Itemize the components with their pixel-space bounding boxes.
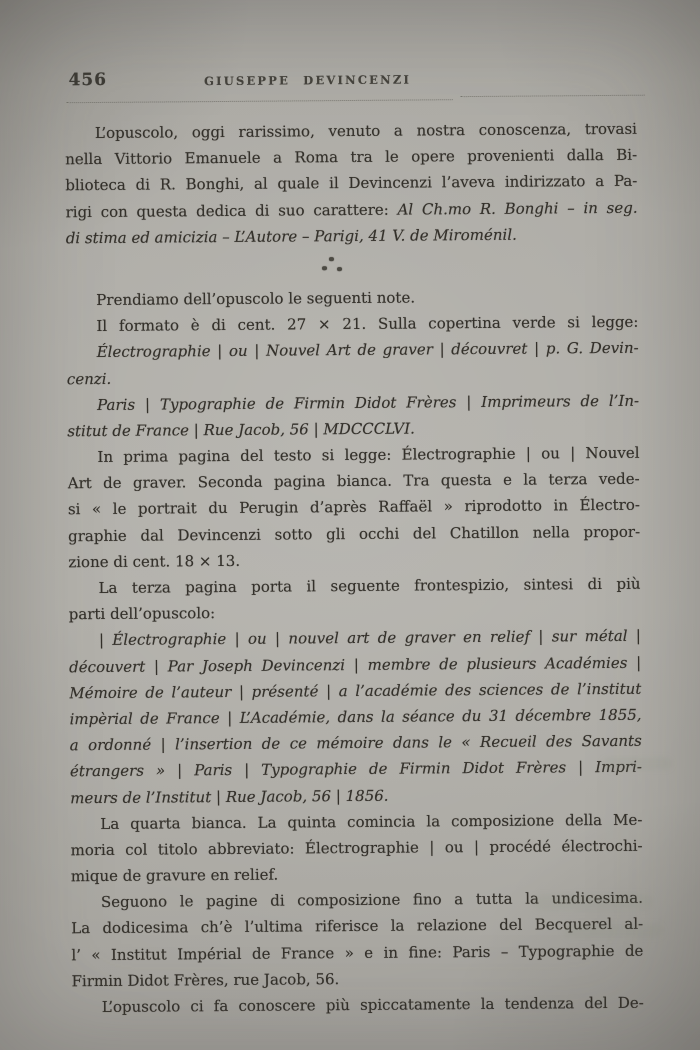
- paragraph: [71, 885, 644, 994]
- paragraph: [69, 623, 642, 811]
- text-run: moria col titolo abbreviato: Électrographie | ou | procédé électrochi-: [70, 836, 643, 860]
- italic-text-run: Électrographie | ou | Nouvel Art de graver | découvret | p. G. Devin-: [96, 339, 639, 362]
- italic-text-run: Mémoire de l’auteur | présenté | a l’académie des sciences de l’institut: [69, 679, 642, 702]
- paragraph: [72, 990, 644, 1021]
- text-run: l’ « Institut Impérial de France » e in fine: Paris – Typographie de: [71, 941, 644, 964]
- text-line: [72, 990, 644, 1021]
- header-dotted-rule-right: [461, 95, 645, 97]
- text-run: graphie dal Devincenzi sotto gli occhi del Chatillon nella propor-: [68, 522, 641, 545]
- text-run: La quarta bianca. La quinta comincia la composizione della Me-: [100, 810, 643, 833]
- asterism-dot: [337, 267, 342, 272]
- header-dotted-rule-left: [67, 99, 453, 103]
- text-run: Prendiamo dell’opuscolo le seguenti note.: [96, 288, 416, 309]
- text-line: [71, 911, 643, 942]
- italic-text-run: impèrial de France | L’Académie, dans la séance du 31 décembre 1855,: [69, 705, 642, 729]
- italic-text-run: découvert | Par Joseph Devincenzi | membre de plusieurs Académies |: [69, 653, 642, 676]
- text-run: zione di cent. 18 × 13.: [68, 551, 241, 572]
- text-line: [70, 754, 642, 785]
- text-run: blioteca di R. Bonghi, al quale il Devincenzi l’aveva indirizzato a Pa-: [65, 172, 638, 195]
- running-title: GIUSEPPE DEVINCENZI: [204, 72, 412, 89]
- italic-text-run: | Électrographie | ou | nouvel art de graver en relief | sur métal |: [98, 627, 641, 650]
- italic-text-run: Paris | Typographie de Firmin Didot Frères | Imprimeurs de l’In-: [97, 391, 640, 414]
- text-line: [71, 937, 643, 968]
- text-run: Art de graver. Seconda pagina bianca. Tra questa e la terza vede-: [67, 469, 640, 493]
- text-run: rigi con questa dedica di suo carattere:: [65, 200, 398, 221]
- text-run: Seguono le pagine di composizione fino a tutta la undicesima.: [100, 888, 644, 912]
- text-run: La dodicesima ch’è l’ultima riferisce la relazione del Becquerel al-: [71, 915, 644, 938]
- italic-text-run: Al Ch.mo R. Bonghi – in seg.: [397, 198, 638, 219]
- text-run: nella Vittorio Emanuele a Roma tra le opere provenienti dalla Bi-: [65, 145, 638, 169]
- text-run: si « le portrait du Perugin d’après Raffaël » riprodotto in Électro-: [67, 496, 640, 519]
- text-run: Il formato è di cent. 27 × 21. Sulla copertina verde si legge:: [96, 312, 639, 336]
- paragraph: [68, 571, 640, 628]
- paragraph: [70, 806, 643, 889]
- italic-text-run: meurs de l’Institut | Rue Jacob, 56 | 1856.: [70, 786, 389, 807]
- text-run: parti dell’opuscolo:: [68, 604, 216, 624]
- asterism-separator: [318, 249, 344, 285]
- asterism-dot: [322, 266, 327, 271]
- text-line: [67, 335, 639, 366]
- italic-text-run: a ordonné | l’insertion de ce mémoire dans le « Recueil des Savants: [69, 731, 642, 755]
- text-line: [68, 571, 640, 602]
- text-line: [67, 387, 639, 418]
- asterism-dot: [329, 257, 334, 262]
- text-run: In prima pagina del testo si legge: Électrographie | ou | Nouvel: [97, 443, 640, 467]
- italic-text-run: cenzi.: [66, 369, 112, 388]
- italic-text-run: étrangers » | Paris | Typographie de Firmin Didot Frères | Impri-: [69, 758, 643, 781]
- text-run: L’opuscolo ci fa conoscere più spiccatamente la tendenza del De-: [101, 993, 644, 1016]
- text-line: [69, 623, 641, 654]
- text-line: [70, 833, 642, 864]
- text-line: [69, 649, 641, 680]
- text-line: [65, 194, 637, 225]
- paragraph: [67, 440, 640, 575]
- italic-text-run: stitut de France | Rue Jacob, 56 | MDCCCLVI.: [67, 419, 415, 441]
- page-text: [65, 116, 644, 1021]
- text-run: L’opuscolo, oggi rarissimo, venuto a nostra conoscenza, trovasi: [94, 119, 638, 142]
- paragraph: [67, 387, 639, 444]
- page-number: 456: [68, 69, 108, 91]
- text-run: Firmin Didot Frères, rue Jacob, 56.: [71, 969, 340, 991]
- text-line: [66, 220, 638, 251]
- text-run: mique de gravure en relief.: [70, 865, 279, 886]
- text-run: La terza pagina porta il seguente frontespizio, sintesi di più: [98, 574, 641, 597]
- text-line: [68, 492, 640, 523]
- paragraph: [65, 116, 638, 251]
- text-line: [65, 168, 637, 199]
- italic-text-run: di stima ed amicizia – L’Autore – Parigi, 41 V. de Miroménil.: [65, 225, 517, 247]
- paragraph: [67, 335, 639, 392]
- text-line: [68, 518, 640, 549]
